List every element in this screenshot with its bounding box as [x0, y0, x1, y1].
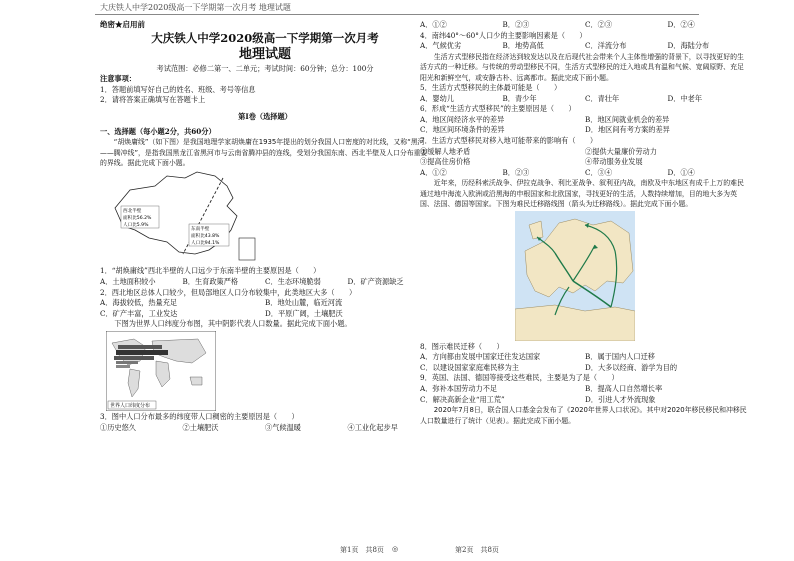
q3-answer-d[interactable]: D．②④ — [667, 20, 695, 29]
legend-nw: 西北半壁 — [123, 209, 142, 215]
question-3: 3．图中人口分布最多的纬度带人口稠密的主要原因是（ ） — [100, 411, 299, 421]
q6-options-row2 — [420, 125, 750, 136]
q5-option-b[interactable]: B．青少年 — [502, 93, 537, 103]
passage-world-population: 下图为世界人口纬度分布图，其中阴影代表人口数量。据此完成下面小题。 — [114, 319, 352, 329]
q1-option-b[interactable]: B．生育政策严格 — [182, 276, 239, 286]
page-header: 大庆铁人中学2020级高一下学期第一次月考 地理试题 — [100, 3, 291, 12]
passage-un-report: 2020年7月8日，联合国人口基金会发布了《2020年世界人口状况》。其中对2020年移民移民和冲移民人口数量进行了统计（见表）。据此完成下面小题。 — [420, 406, 747, 425]
q9-option-a[interactable]: A．弥补本国劳动力不足 — [420, 383, 498, 393]
question-7: 7．生活方式型移民对移入地可能带来的影响有（ ） — [420, 135, 598, 145]
legend-se-pop: 人口比94.1% — [191, 241, 220, 247]
q7-statement-4: ④带动服务业发展 — [585, 157, 643, 167]
secret-mark: 绝密★启用前 — [100, 20, 145, 29]
q9-option-d[interactable]: D．引进人才外流现象 — [585, 394, 656, 404]
q8-option-d[interactable]: D．大多以经商、游学为目的 — [585, 362, 678, 372]
legend-se: 东南半壁 — [191, 227, 210, 233]
q5-option-c[interactable]: C．青壮年 — [585, 93, 620, 103]
refugee-route-map — [420, 210, 750, 342]
q6-option-a[interactable]: A．地区间经济水平的差异 — [420, 114, 505, 124]
legend-nw-area: 面积比56.2% — [123, 216, 152, 222]
q1-option-d[interactable]: D．矿产资源缺乏 — [347, 276, 404, 286]
hu-line-map — [100, 168, 430, 266]
q7-answer-a[interactable]: A．①② — [420, 167, 447, 177]
notes-title: 注意事项： — [100, 74, 136, 84]
q4-option-a[interactable]: A．气候优劣 — [420, 41, 462, 51]
question-9: 9．英国、法国、德国等接受这些难民，主要是为了是（ ） — [420, 373, 619, 383]
q1-option-c[interactable]: C．生态环境脆弱 — [265, 276, 321, 286]
q1-option-a[interactable]: A．土地面积较小 — [100, 276, 156, 286]
q7-statement-2: ②提供大量廉价劳动力 — [585, 146, 657, 156]
q9-options-row2 — [420, 395, 750, 406]
q3-answer-options — [420, 20, 750, 31]
map2-caption: 世界人口纬度分布 — [110, 402, 151, 409]
q7-answer-c[interactable]: C．③④ — [585, 167, 613, 177]
subject-title: 地理试题 — [238, 46, 291, 62]
q9-option-b[interactable]: B．提高人口自然增长率 — [585, 383, 663, 393]
europe-map-svg — [515, 211, 635, 341]
world-population-map — [100, 330, 430, 412]
q6-option-d[interactable]: D．地区间有考方案的差异 — [585, 125, 670, 135]
q5-option-a[interactable]: A．婴幼儿 — [420, 93, 454, 103]
exam-title: 大庆铁人中学2020级高一下学期第一次月考 — [151, 30, 379, 45]
q3-option-4: ④工业化起步早 — [347, 422, 398, 432]
q4-option-b[interactable]: B．地势高低 — [502, 41, 544, 51]
china-map-svg — [105, 168, 265, 266]
q2-option-c[interactable]: C．矿产丰富，工业发达 — [100, 308, 178, 318]
q8-option-a[interactable]: A．方向都由发展中国家迁往发达国家 — [420, 352, 541, 362]
question-4: 4．南纬40°～60°人口少的主要影响因素是（ ） — [420, 30, 587, 40]
part-title: 第Ⅰ卷（选择题） — [238, 111, 292, 121]
q4-option-c[interactable]: C．洋流分布 — [585, 41, 627, 51]
q3-option-3: ③气候温暖 — [265, 422, 301, 432]
q7-statement-1: ①缓解人地矛盾 — [420, 146, 471, 156]
passage-lifestyle-migration: 生活方式型移民指在经济达到较发达以及在后现代社会带来个人主体性增强的背景下，以寻找更好的生活方式的一种迁移。与传统的劳动型移民不同，生活方式型移民的迁入地或具有温和气候、宽阔原野、充足阳光和新鲜空气，或安静古朴、远离都市。据此完成下面小题。 — [420, 52, 744, 82]
q6-option-c[interactable]: C．地区间环境条件的差异 — [420, 125, 505, 135]
q7-answer-options — [420, 168, 750, 179]
q3-answer-b[interactable]: B．②③ — [502, 20, 530, 29]
q4-options — [420, 41, 750, 52]
footer-separator: ◎ — [392, 545, 399, 553]
passage-hu-line: “胡焕庸线”（如下图）是我国地理学家胡焕庸在1935年提出的划分我国人口密度的对比线，又称“黑河——腾冲线”，是指我国黑龙江省黑河市与云南省腾冲县的连线，受划分我国东南、西北半壁及人口分布重要的界线。据此完成下面小题。 — [100, 138, 428, 167]
legend-nw-pop: 人口比5.9% — [123, 223, 149, 229]
q7-answer-d[interactable]: D．①④ — [667, 167, 695, 177]
left-column — [100, 20, 430, 433]
q9-options-row1 — [420, 384, 750, 395]
world-map-svg — [106, 331, 216, 411]
question-5: 5．生活方式型移民的主体最可能是（ ） — [420, 83, 562, 92]
footer-page-1: 第1页 共8页 — [340, 546, 384, 554]
exam-info: 考试范围：必修二第一、二单元；考试时间：60分钟；总分：100分 — [156, 63, 374, 73]
q8-option-c[interactable]: C．以建设国家家庭难民移为主 — [420, 362, 519, 372]
q5-option-d[interactable]: D．中老年 — [667, 93, 703, 103]
q8-options-row2 — [420, 363, 750, 374]
q3-options — [100, 423, 430, 434]
note-2: 2．请将答案正确填写在答题卡上 — [100, 95, 206, 105]
q3-option-1: ①历史悠久 — [100, 422, 136, 432]
q2-options-row1 — [100, 298, 430, 309]
question-2: 2．西北地区总体人口较少，但局部地区人口分布较集中，此类地区大多（ ） — [100, 287, 357, 297]
q7-answer-b[interactable]: B．②③ — [502, 167, 530, 177]
q8-options-row1 — [420, 352, 750, 363]
section-title: 一、选择题（每小题2分，共60分） — [100, 126, 216, 136]
q6-option-b[interactable]: B．地区间就业机会的差异 — [585, 114, 670, 124]
q2-options-row2 — [100, 309, 430, 320]
legend-se-area: 面积比43.8% — [191, 234, 220, 240]
q8-option-b[interactable]: B．属于国内人口迁移 — [585, 352, 655, 362]
passage-refugees: 近年来，历经科索沃战争、伊拉克战争、利比亚战争、叙利亚内战，南欧及中东地区有成千上万的难民通过地中海流入欧洲或沿黑海的申根国家和北欧国家，寻找更好的生活，人数持续增加，目的地大多为英国、法国、德国等国家。下图为难民迁移路线图（箭头为迁移路线）。据此完成下面小题。 — [420, 179, 744, 209]
q3-option-2: ②土壤肥沃 — [182, 422, 219, 432]
q7-statement-3: ③提高住房价格 — [420, 157, 471, 167]
q6-options-row1 — [420, 115, 750, 126]
q3-answer-a[interactable]: A．①② — [420, 20, 447, 29]
right-column — [420, 20, 750, 426]
q7-statements-row1 — [420, 147, 750, 158]
q3-answer-c[interactable]: C．②③ — [585, 20, 613, 29]
question-8: 8．图示难民迁移（ ） — [420, 341, 504, 351]
header-rule — [95, 14, 699, 15]
q1-options — [100, 277, 430, 288]
q7-statements-row2 — [420, 157, 750, 168]
q2-option-a[interactable]: A．海拔较低，热量充足 — [100, 298, 178, 308]
question-6: 6．形成“生活方式型移民”的主要原因是（ ） — [420, 104, 576, 114]
footer-page-2: 第2页 共8页 — [455, 546, 499, 554]
q9-option-c[interactable]: C．解决高新企业“用工荒” — [420, 394, 505, 404]
note-1: 1．答题前填写好自己的姓名、班级、考号等信息 — [100, 84, 256, 94]
q5-options — [420, 94, 750, 105]
q4-option-d[interactable]: D．海陆分布 — [667, 41, 710, 51]
question-1: 1．“胡焕庸线”西北半壁的人口远少于东南半壁的主要原因是（ ） — [100, 266, 321, 276]
q2-option-d[interactable]: D．平原广阔，土壤肥沃 — [265, 308, 343, 318]
q2-option-b[interactable]: B．地处山麓，临近河流 — [265, 298, 343, 308]
